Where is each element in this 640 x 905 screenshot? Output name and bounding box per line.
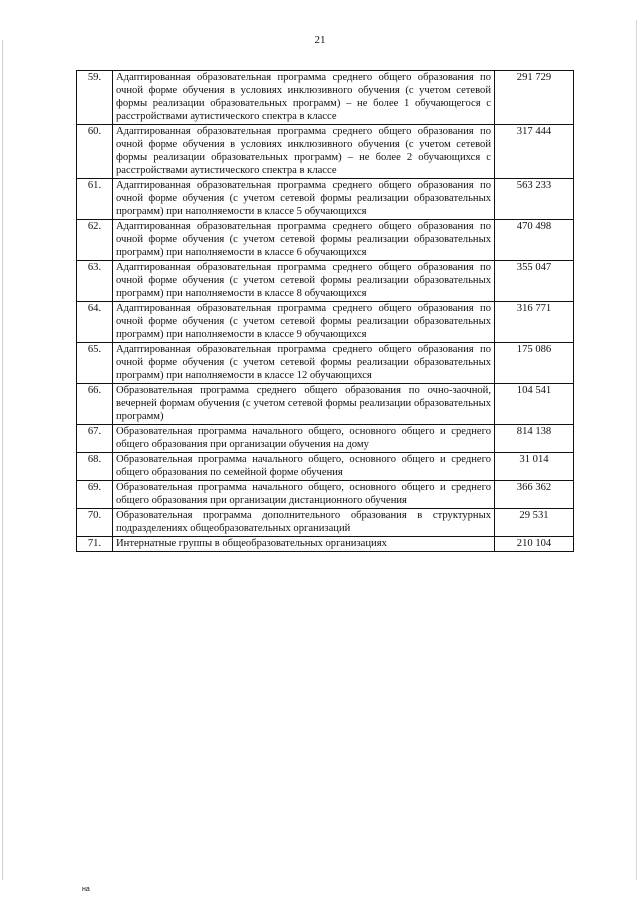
table-row xyxy=(77,125,574,179)
table-row xyxy=(77,179,574,220)
table-row xyxy=(77,509,574,537)
row-value: 291 729 xyxy=(495,71,574,125)
table-row xyxy=(77,71,574,125)
row-value: 470 498 xyxy=(495,220,574,261)
row-number: 65. xyxy=(77,343,113,384)
row-number: 63. xyxy=(77,261,113,302)
row-description: Образовательная программа начального общего, основного общего и среднего общего образования по семейной форме обучения xyxy=(113,453,495,481)
row-value: 814 138 xyxy=(495,425,574,453)
row-value: 175 086 xyxy=(495,343,574,384)
row-description: Адаптированная образовательная программа среднего общего образования по очной форме обучения (с учетом сетевой формы реализации образовательных программ) при наполняемости в классе 5 обучающихся xyxy=(113,179,495,220)
row-description: Адаптированная образовательная программа среднего общего образования по очной форме обучения (с учетом сетевой формы реализации образовательных программ) при наполняемости в классе 9 обучающихся xyxy=(113,302,495,343)
table-row xyxy=(77,537,574,552)
row-value: 366 362 xyxy=(495,481,574,509)
scan-edge-right xyxy=(636,20,637,880)
row-description: Адаптированная образовательная программа среднего общего образования по очной форме обучения (с учетом сетевой формы реализации образовательных программ) при наполняемости в классе 6 обучающихся xyxy=(113,220,495,261)
row-number: 67. xyxy=(77,425,113,453)
row-description: Образовательная программа начального общего, основного общего и среднего общего образования при организации обучения на дому xyxy=(113,425,495,453)
row-number: 71. xyxy=(77,537,113,552)
row-description: Адаптированная образовательная программа среднего общего образования по очной форме обучения в условиях инклюзивного обучения (с учетом сетевой формы реализации образовательных программ) – не более 1 обучающегося с расстройствами аутистического спектра в классе xyxy=(113,71,495,125)
table-row xyxy=(77,261,574,302)
row-description: Адаптированная образовательная программа среднего общего образования по очной форме обучения (с учетом сетевой формы реализации образовательных программ) при наполняемости в классе 8 обучающихся xyxy=(113,261,495,302)
table-row xyxy=(77,481,574,509)
row-description: Адаптированная образовательная программа среднего общего образования по очной форме обучения в условиях инклюзивного обучения (с учетом сетевой формы реализации образовательных программ) – не более 2 обучающихся с расстройствами аутистического спектра в классе xyxy=(113,125,495,179)
table-row xyxy=(77,220,574,261)
row-number: 60. xyxy=(77,125,113,179)
table-row xyxy=(77,425,574,453)
row-value: 317 444 xyxy=(495,125,574,179)
row-value: 29 531 xyxy=(495,509,574,537)
row-value: 31 014 xyxy=(495,453,574,481)
row-number: 59. xyxy=(77,71,113,125)
row-number: 64. xyxy=(77,302,113,343)
row-description: Образовательная программа дополнительного образования в структурных подразделениях общеобразовательных организаций xyxy=(113,509,495,537)
footer-mark: на xyxy=(82,886,90,893)
scan-edge-left xyxy=(2,40,3,880)
row-number: 66. xyxy=(77,384,113,425)
row-number: 68. xyxy=(77,453,113,481)
row-number: 62. xyxy=(77,220,113,261)
row-description: Образовательная программа начального общего, основного общего и среднего общего образования при организации дистанционного обучения xyxy=(113,481,495,509)
table-row xyxy=(77,384,574,425)
row-number: 61. xyxy=(77,179,113,220)
row-value: 355 047 xyxy=(495,261,574,302)
row-value: 563 233 xyxy=(495,179,574,220)
row-description: Адаптированная образовательная программа среднего общего образования по очной форме обучения (с учетом сетевой формы реализации образовательных программ) при наполняемости в классе 12 обучающихся xyxy=(113,343,495,384)
cost-table xyxy=(76,70,574,552)
row-value: 104 541 xyxy=(495,384,574,425)
row-value: 316 771 xyxy=(495,302,574,343)
table-row xyxy=(77,453,574,481)
table-row xyxy=(77,302,574,343)
row-number: 69. xyxy=(77,481,113,509)
row-number: 70. xyxy=(77,509,113,537)
row-description: Интернатные группы в общеобразовательных организациях xyxy=(113,537,495,552)
cost-table-body xyxy=(77,71,574,552)
row-description: Образовательная программа среднего общего образования по очно-заочной, вечерней формам обучения (с учетом сетевой формы реализации образовательных программ) xyxy=(113,384,495,425)
page-number: 21 xyxy=(314,34,326,46)
row-value: 210 104 xyxy=(495,537,574,552)
table-row xyxy=(77,343,574,384)
